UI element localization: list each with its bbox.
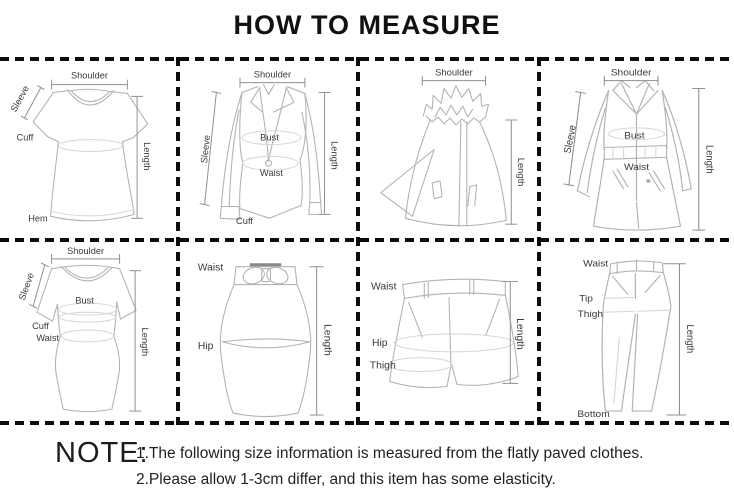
skirt-drawing (220, 265, 310, 417)
page-title: HOW TO MEASURE (233, 10, 501, 40)
label-sleeve: Sleeve (562, 124, 579, 155)
label-shoulder: Shoulder (610, 68, 652, 79)
note-line-1: 1.The following size information is measured from the flatly paved clothes. (136, 445, 644, 462)
label-waist: Waist (370, 281, 397, 293)
label-waist: Waist (36, 332, 60, 343)
panel-shorts (361, 243, 535, 419)
grid-divider-horizontal-middle (0, 238, 734, 242)
grid-divider-vertical-1 (176, 57, 180, 425)
note-line-2: 2.Please allow 1-3cm differ, and this item has some elasticity. (136, 471, 556, 488)
label-waist: Waist (259, 168, 283, 179)
label-shoulder: Shoulder (67, 245, 105, 256)
grid-divider-vertical-3 (537, 57, 541, 425)
label-length: Length (141, 142, 152, 171)
label-thigh: Thigh (369, 360, 396, 372)
label-waist: Waist (197, 262, 224, 274)
panel-pants (542, 243, 731, 419)
label-length: Length (516, 157, 527, 187)
trench-coat-drawing (577, 81, 691, 230)
panel-fur-collar-cape (361, 61, 535, 236)
label-bust: Bust (260, 132, 279, 143)
label-sleeve: Sleeve (8, 83, 32, 114)
note-heading: NOTE: (55, 437, 149, 469)
measure-lines (310, 267, 324, 415)
grid-divider-vertical-2 (356, 57, 360, 425)
label-waist: Waist (583, 259, 609, 270)
label-tip: Tip (579, 293, 593, 305)
label-cuff: Cuff (16, 132, 34, 143)
label-length: Length (683, 324, 696, 354)
panel-t-shirt (3, 61, 174, 236)
measure-lines (21, 80, 143, 219)
label-sleeve: Sleeve (199, 134, 213, 164)
measure-lines (200, 78, 331, 215)
label-cuff: Cuff (32, 320, 49, 332)
label-thigh: Thigh (577, 309, 604, 321)
label-hip: Hip (371, 337, 388, 349)
label-length: Length (514, 318, 526, 350)
panel-skirt (181, 243, 354, 419)
label-hip: Hip (197, 340, 214, 352)
grid-divider-horizontal-bottom (0, 421, 734, 425)
label-bust: Bust (75, 295, 94, 306)
panel-blazer (181, 61, 354, 236)
label-length: Length (329, 141, 340, 170)
label-length: Length (139, 327, 150, 357)
shorts-drawing (389, 279, 519, 387)
t-shirt-drawing (33, 89, 148, 221)
panel-dress (3, 243, 174, 419)
label-bust: Bust (624, 131, 645, 142)
panel-trench-coat (542, 61, 731, 236)
label-waist: Waist (623, 162, 650, 173)
label-cuff: Cuff (236, 216, 253, 227)
cape-drawing (381, 86, 507, 227)
label-bottom: Bottom (577, 409, 610, 419)
label-shoulder: Shoulder (435, 67, 473, 78)
label-shoulder: Shoulder (253, 69, 292, 80)
label-sleeve: Sleeve (16, 271, 36, 302)
pants-drawing (602, 260, 671, 411)
label-hem: Hem (28, 213, 48, 224)
blazer-drawing (220, 85, 321, 220)
label-length: Length (703, 145, 715, 174)
label-shoulder: Shoulder (71, 70, 108, 81)
label-length: Length (321, 324, 333, 356)
